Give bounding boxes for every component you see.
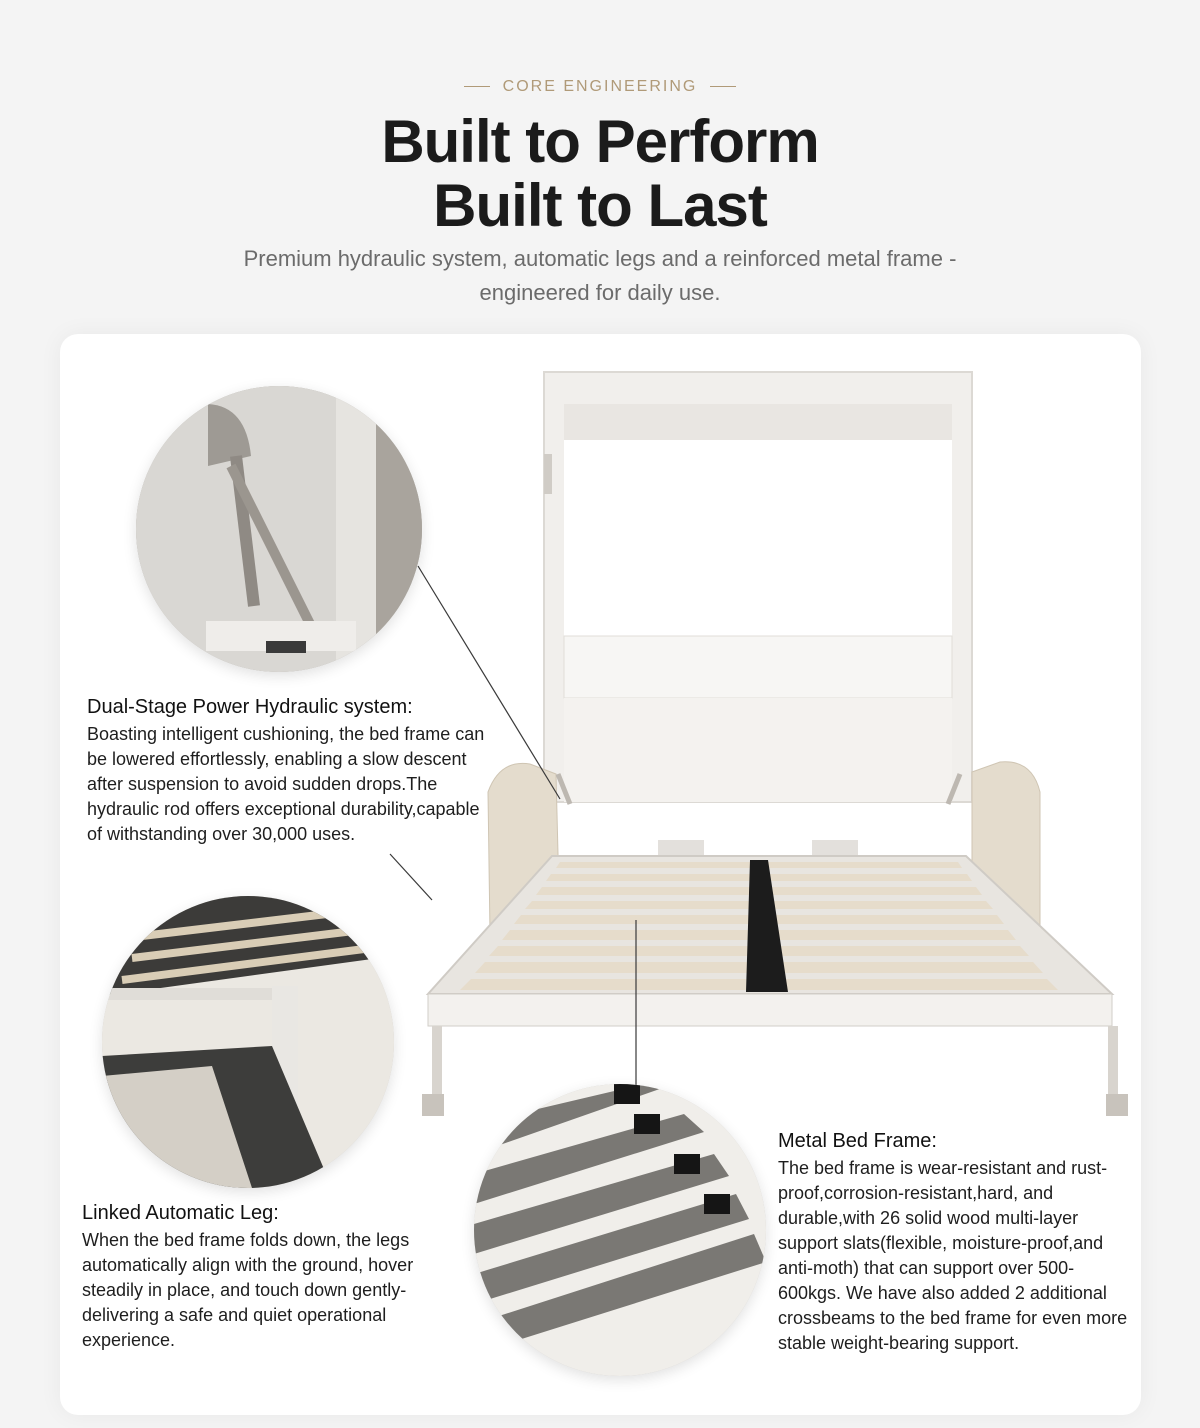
feature-frame [778, 1128, 1130, 1356]
leg-detail-circle [102, 896, 394, 1188]
feature-hydraulic-body: Boasting intelligent cushioning, the bed frame can be lowered effortlessly, enabling a slow descent after suspension to avoid sudden drops.The hydraulic rod offers exceptional durability,capable of withstanding over 30,000 uses. [87, 724, 485, 844]
leg-right [1108, 1026, 1118, 1096]
subtitle-line-1: Premium hydraulic system, automatic legs and a reinforced metal frame - [243, 246, 957, 271]
feature-frame-title: Metal Bed Frame: [778, 1130, 937, 1152]
feature-hydraulic-title: Dual-Stage Power Hydraulic system: [87, 696, 413, 718]
leg-foot-right [1106, 1094, 1128, 1116]
cabinet-top-shelf [564, 404, 952, 440]
eyebrow-rule-left [464, 86, 490, 87]
title-line-2: Built to Last [433, 172, 767, 239]
leg-left [432, 1026, 442, 1096]
cabinet-opening [564, 440, 952, 636]
page-title [0, 110, 1200, 238]
frame-detail-circle [474, 1084, 766, 1376]
subtitle-line-2: engineered for daily use. [479, 280, 721, 305]
page-subtitle [200, 242, 1000, 310]
hydraulic-detail-circle [136, 386, 422, 672]
hydraulic-detail-image [136, 386, 422, 672]
mount-tab-right [812, 840, 858, 856]
bed-frame-rail [428, 994, 1112, 1026]
leg-detail-image [102, 896, 394, 1188]
feature-leg-title: Linked Automatic Leg: [82, 1202, 279, 1224]
feature-leg-body: When the bed frame folds down, the legs automatically align with the ground, hover steadily in place, and touch down gently-delivering a safe and quiet operational experience. [82, 1230, 414, 1350]
callout-line-leg [390, 854, 432, 900]
eyebrow [0, 78, 1200, 96]
mount-tab-left [658, 840, 704, 856]
feature-frame-body: The bed frame is wear-resistant and rust-proof,corrosion-resistant,hard, and durable,with 26 solid wood multi-layer support slats(flexible, moisture-proof,and anti-moth) that can support over 500-600kgs. We have also added 2 additional crossbeams to the bed frame for even more stable weight-bearing support. [778, 1158, 1128, 1353]
frame-strap-icon [614, 1084, 640, 1104]
eyebrow-text: CORE ENGINEERING [502, 78, 698, 95]
leg-foot-left [422, 1094, 444, 1116]
cabinet-hinge [544, 454, 552, 494]
headboard-panel [564, 636, 952, 698]
feature-hydraulic [87, 694, 487, 847]
feature-card [60, 334, 1141, 1415]
frame-detail-image [474, 1084, 766, 1376]
feature-leg [82, 1200, 474, 1353]
title-line-1: Built to Perform [381, 108, 819, 175]
eyebrow-rule-right [710, 86, 736, 87]
cabinet-lower [564, 698, 952, 802]
